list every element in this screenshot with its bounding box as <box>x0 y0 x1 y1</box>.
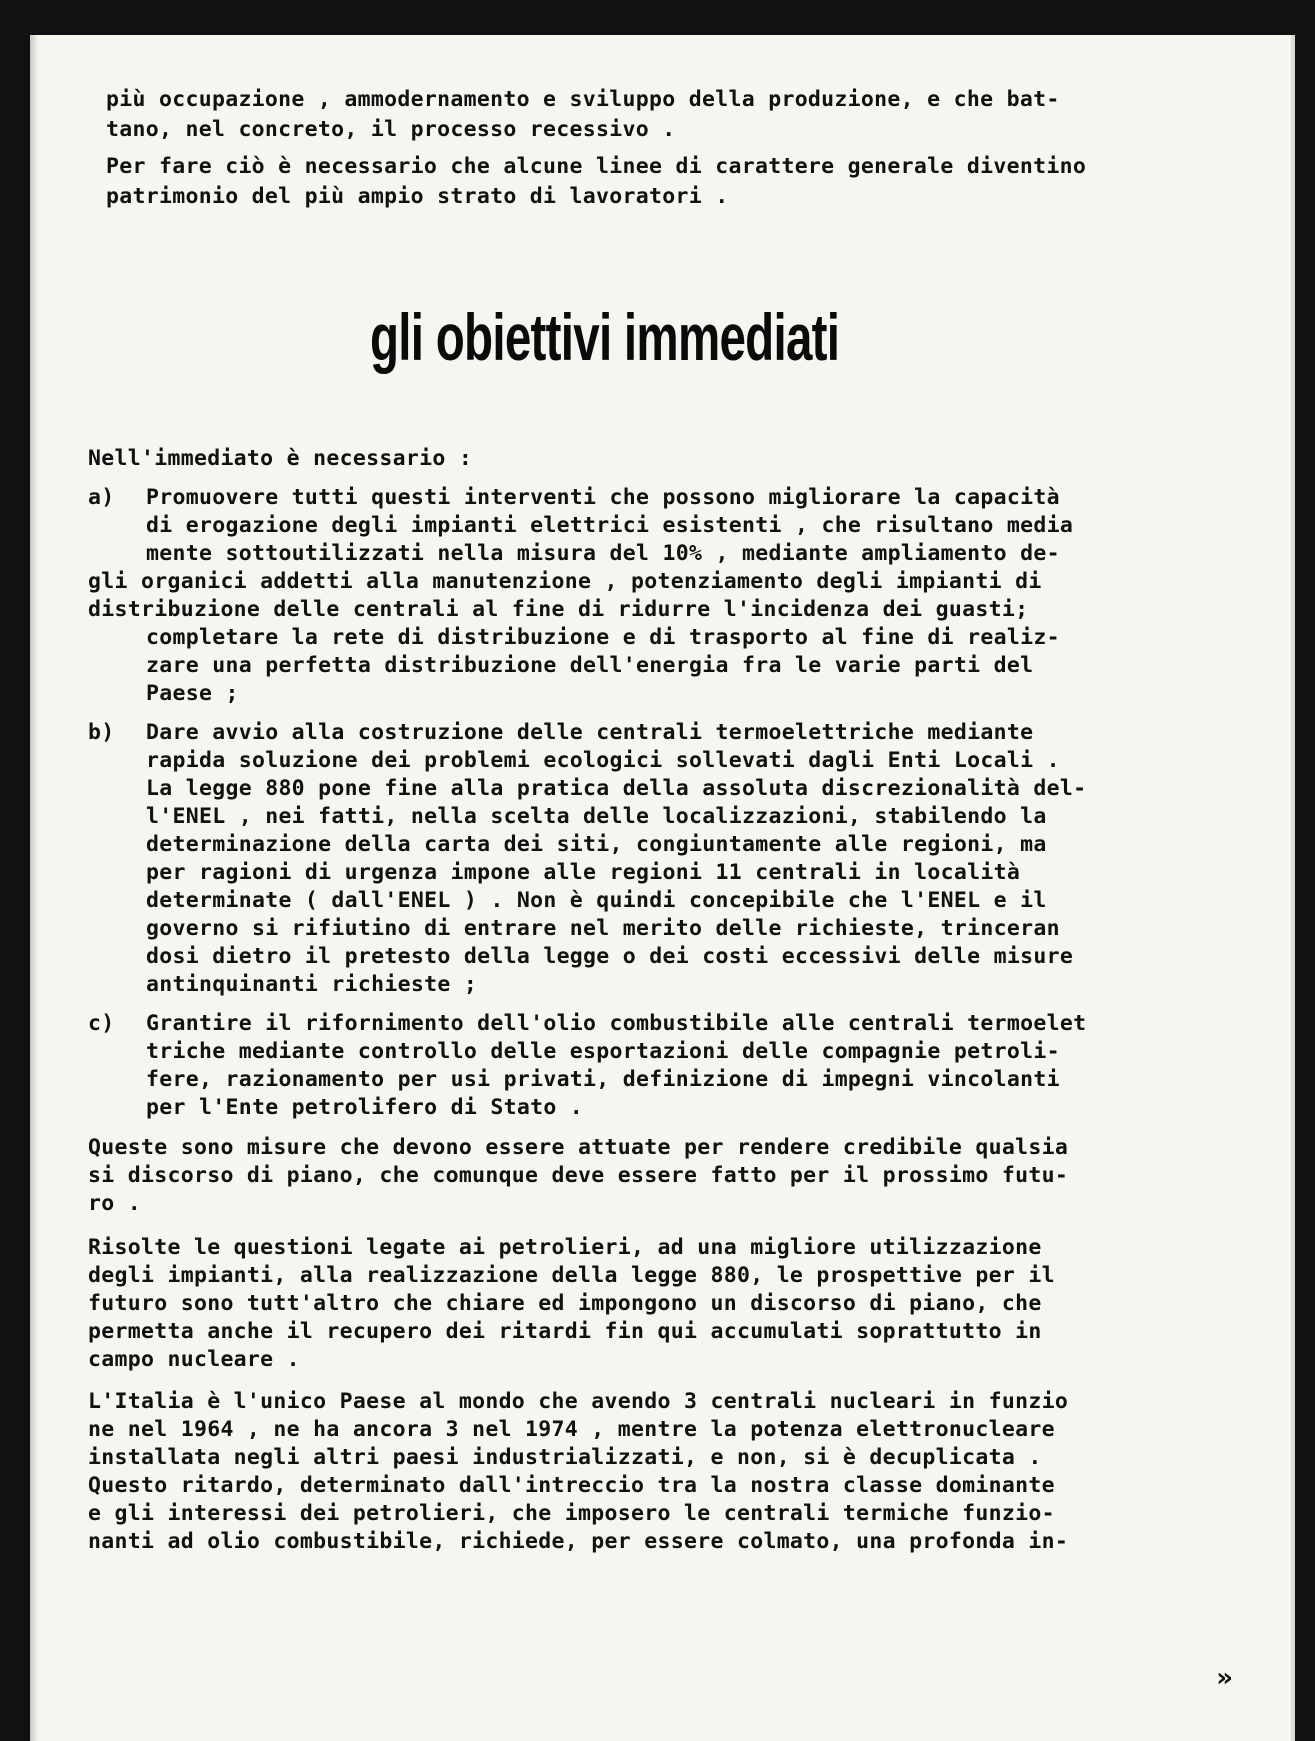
item-b-line: determinazione della carta dei siti, congiuntamente alle regioni, ma <box>146 832 1047 857</box>
paragraph-line: campo nucleare . <box>88 1347 300 1372</box>
paragraph-line: ne nel 1964 , ne ha ancora 3 nel 1974 , mentre la potenza elettronucleare <box>88 1417 1055 1442</box>
paragraph-line: degli impianti, alla realizzazione della legge 880, le prospettive per il <box>88 1263 1055 1288</box>
item-b-line: governo si rifiutino di entrare nel merito delle richieste, trinceran <box>146 916 1060 941</box>
item-a-line: di erogazione degli impianti elettrici esistenti , che risultano media <box>146 513 1074 538</box>
paragraph-line: nanti ad olio combustibile, richiede, per essere colmato, una profonda in- <box>88 1529 1069 1554</box>
section-headline: gli obiettivi immediati <box>370 300 840 374</box>
paragraph-line: Risolte le questioni legate ai petrolieri, ad una migliore utilizzazione <box>88 1235 1042 1260</box>
item-a-line: Promuovere tutti questi interventi che possono migliorare la capacità <box>146 485 1060 510</box>
item-a-line: completare la rete di distribuzione e di trasporto al fine di realiz- <box>146 625 1060 650</box>
paragraph-line: permetta anche il recupero dei ritardi fin qui accumulati soprattutto in <box>88 1319 1042 1344</box>
item-c-line: Grantire il rifornimento dell'olio combustibile alle centrali termoelet <box>146 1011 1087 1036</box>
paragraph-line: Queste sono misure che devono essere attuate per rendere credibile qualsia <box>88 1135 1069 1160</box>
item-a-line: distribuzione delle centrali al fine di ridurre l'incidenza dei guasti; <box>88 597 1029 622</box>
item-b-line: l'ENEL , nei fatti, nella scelta delle localizzazioni, stabilendo la <box>146 804 1047 829</box>
item-b-line: Dare avvio alla costruzione delle centrali termoelettriche mediante <box>146 720 1034 745</box>
paragraph-line: e gli interessi dei petrolieri, che imposero le centrali termiche funzio- <box>88 1501 1055 1526</box>
page-binding-shadow <box>30 35 38 1741</box>
item-c-line: triche mediante controllo delle esportazioni delle compagnie petroli- <box>146 1039 1060 1064</box>
paragraph-line: futuro sono tutt'altro che chiare ed impongono un discorso di piano, che <box>88 1291 1042 1316</box>
item-b-line: per ragioni di urgenza impone alle regioni 11 centrali in località <box>146 860 1021 885</box>
intro-line-2: tano, nel concreto, il processo recessivo . <box>106 117 676 142</box>
item-b-line: La legge 880 pone fine alla pratica della assoluta discrezionalità del- <box>146 776 1087 801</box>
lead-sentence: Nell'immediato è necessario : <box>88 446 473 471</box>
item-b-line: dosi dietro il pretesto della legge o dei costi eccessivi delle misure <box>146 944 1074 969</box>
paragraph-line: si discorso di piano, che comunque deve essere fatto per il prossimo futu- <box>88 1163 1069 1188</box>
intro-line-4: patrimonio del più ampio strato di lavoratori . <box>106 184 729 209</box>
paragraph-line: ro . <box>88 1191 141 1216</box>
item-b-marker: b) <box>88 720 115 745</box>
intro-line-3: Per fare ciò è necessario che alcune linee di carattere generale diventino <box>106 154 1087 179</box>
paragraph-line: installata negli altri paesi industrializzati, e non, si è decuplicata . <box>88 1445 1042 1470</box>
paragraph-line: Questo ritardo, determinato dall'intreccio tra la nostra classe dominante <box>88 1473 1055 1498</box>
paragraph-line: L'Italia è l'unico Paese al mondo che avendo 3 centrali nucleari in funzio <box>88 1389 1069 1414</box>
continuation-arrow-icon: » <box>1216 1663 1233 1693</box>
document-page <box>30 35 1295 1741</box>
item-a-line: mente sottoutilizzati nella misura del 10% , mediante ampliamento de- <box>146 541 1060 566</box>
item-a-line: zare una perfetta distribuzione dell'energia fra le varie parti del <box>146 653 1034 678</box>
item-b-line: rapida soluzione dei problemi ecologici sollevati dagli Enti Locali . <box>146 748 1060 773</box>
item-c-line: per l'Ente petrolifero di Stato . <box>146 1095 584 1120</box>
item-a-line: Paese ; <box>146 681 239 706</box>
item-a-line: gli organici addetti alla manutenzione , potenziamento degli impianti di <box>88 569 1042 594</box>
item-c-line: fere, razionamento per usi privati, definizione di impegni vincolanti <box>146 1067 1060 1092</box>
item-b-line: determinate ( dall'ENEL ) . Non è quindi concepibile che l'ENEL e il <box>146 888 1047 913</box>
intro-line-1: più occupazione , ammodernamento e sviluppo della produzione, e che bat- <box>106 87 1060 112</box>
item-b-line: antinquinanti richieste ; <box>146 972 478 997</box>
page-edge <box>1291 35 1295 1741</box>
item-a-marker: a) <box>88 485 115 510</box>
item-c-marker: c) <box>88 1011 115 1036</box>
